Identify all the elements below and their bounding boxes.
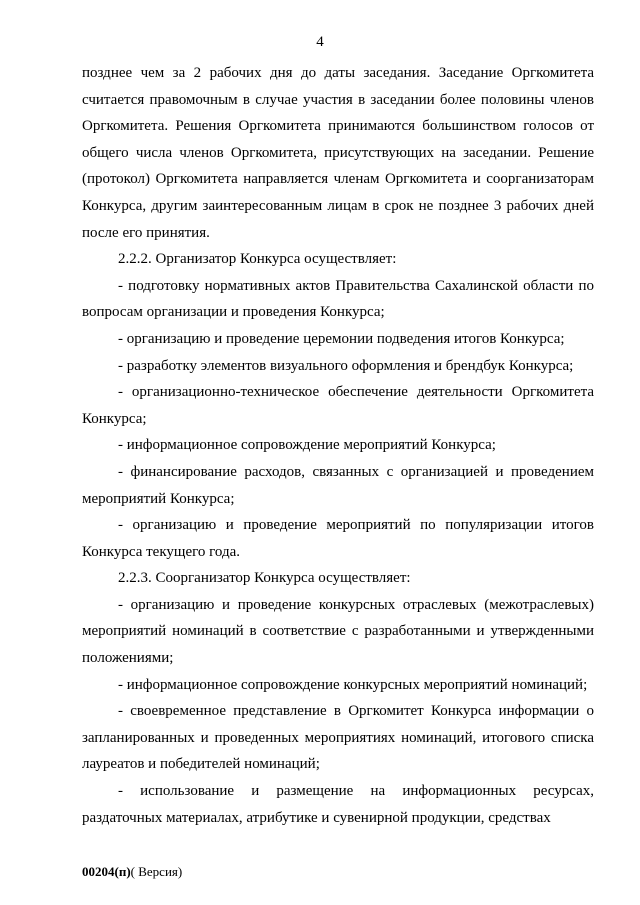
list-item: - использование и размещение на информационных ресурсах, раздаточных материалах, атрибутике и сувенирной продукции, средствах [82, 783, 594, 826]
list-item: - своевременное представление в Оргкомитет Конкурса информации о запланированных и проведенных мероприятиях номинаций, итогового списка лауреатов и победителей номинаций; [82, 703, 594, 773]
list-item: - информационное сопровождение конкурсных мероприятий номинаций; [118, 676, 588, 693]
document-code: 00204(п) [82, 864, 131, 879]
list-item: - подготовку нормативных актов Правительства Сахалинской области по вопросам организации и проведения Конкурса; [82, 277, 594, 321]
page-number: 4 [316, 34, 324, 50]
document-version: ( Версия) [130, 864, 183, 879]
list-item: - организационно-техническое обеспечение деятельности Оргкомитета Конкурса; [82, 384, 594, 427]
section-heading-2-2-3: 2.2.3. Соорганизатор Конкурса осуществляет: [118, 570, 411, 587]
paragraph-orgcommittee-procedure: позднее чем за 2 рабочих дня до даты заседания. Заседание Оргкомитета считается правомочным в случае участия в заседании более половины членов Оргкомитета. Решения Оргкомитета принимаются большинством голосов от общего числа членов Оргкомитета, присутствующих на заседании. Решение (протокол) Оргкомитета направляется членам Оргкомитета и соорганизаторам Конкурса, другим заинтересованным лицам в срок не позднее 3 рабочих дней после его принятия. [82, 65, 594, 241]
list-item: - финансирование расходов, связанных с организацией и проведением мероприятий Конкурса; [82, 463, 594, 507]
document-footer [82, 864, 182, 880]
list-item: - организацию и проведение конкурсных отраслевых (межотраслевых) мероприятий номинаций в соответствие с разработанными и утвержденными положениями; [82, 596, 594, 667]
section-heading-2-2-2: 2.2.2. Организатор Конкурса осуществляет: [118, 251, 397, 268]
list-item: - разработку элементов визуального оформления и брендбук Конкурса; [118, 357, 574, 374]
document-body [82, 60, 594, 831]
list-item: - организацию и проведение мероприятий по популяризации итогов Конкурса текущего года. [82, 517, 594, 560]
list-item: - информационное сопровождение мероприятий Конкурса; [118, 437, 496, 454]
list-item: - организацию и проведение церемонии подведения итогов Конкурса; [118, 330, 565, 347]
